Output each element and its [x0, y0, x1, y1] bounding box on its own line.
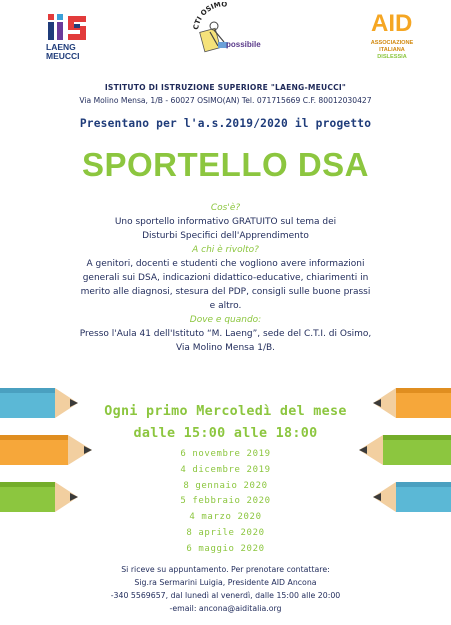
institute-title: ISTITUTO DI ISTRUZIONE SUPERIORE "LAENG-MEUCCI" [104, 83, 347, 92]
answer-who-line2: generali sui DSA, indicazioni didattico-educative, chiarimenti in [82, 273, 369, 283]
answer-what-line1: Uno sportello informativo GRATUITO sul tema dei [114, 217, 337, 227]
dates-list [0, 447, 451, 558]
date-item: 8 gennaio 2020 [183, 480, 268, 491]
presentano-heading: Presentano per l'a.s.2019/2020 il progetto [79, 117, 372, 130]
cti-logo-graphic [180, 2, 270, 62]
question-what: Cos'è? [210, 203, 241, 213]
footer-phone: -340 5569657, dal lunedì al venerdì, dalle 15:00 alle 20:00 [110, 591, 341, 600]
date-item: 6 novembre 2019 [180, 449, 271, 459]
aid-logo-line2: ITALIANA [379, 47, 405, 53]
aid-logo-line1: ASSOCIAZIONE [370, 40, 414, 46]
answer-what-line2: Disturbi Specifici dell'Apprendimento [142, 231, 309, 241]
date-item: 6 maggio 2020 [186, 543, 265, 554]
answer-who-line3: merito alle diagnosi, stesura del PDP, consigli sulle buone prassi [80, 287, 371, 297]
page-title: SPORTELLO DSA [81, 146, 370, 183]
cti-osimo-logo [180, 2, 270, 62]
iis-logo-line1: LAENG [46, 42, 76, 52]
answer-who-line4: e altro. [209, 301, 242, 311]
question-who: A chi è rivolto? [192, 245, 259, 255]
institute-address: Via Molino Mensa, 1/B - 60027 OSIMO(AN) Tel. 071715669 C.F. 80012030427 [79, 96, 372, 105]
info-section [0, 201, 451, 355]
schedule-frequency: Ogni primo Mercoledì del mese [104, 404, 347, 419]
date-item: 4 marzo 2020 [189, 512, 262, 523]
date-item: 5 febbraio 2020 [180, 496, 271, 507]
aid-logo-brand: AID [371, 10, 413, 37]
footer-contact-person: Sig.ra Sermarini Luigia, Presidente AID Ancona [134, 578, 317, 587]
iis-laeng-meucci-logo [44, 12, 94, 68]
aid-associazione-logo [357, 10, 427, 68]
question-where: Dove e quando: [189, 315, 262, 325]
schedule-hours: dalle 15:00 alle 18:00 [133, 426, 318, 441]
answer-where-line2: Via Molino Mensa 1/B. [175, 343, 276, 353]
aid-logo-line3: DISLESSIA [377, 54, 407, 60]
date-item: 4 dicembre 2019 [180, 464, 271, 475]
iis-logo-line2: MEUCCI [46, 51, 80, 61]
cti-logo-word: possibile [226, 40, 261, 49]
footer-appointment: Si riceve su appuntamento. Per prenotare contattare: [121, 565, 330, 574]
answer-who-line1: A genitori, docenti e studenti che vogliono avere informazioni [86, 259, 365, 269]
footer-email: -email: ancona@aiditalia.org [169, 604, 282, 613]
contact-footer [0, 563, 451, 615]
answer-where-line1: Presso l'Aula 41 dell'Istituto “M. Laeng”, sede del C.T.I. di Osimo, [79, 329, 372, 339]
cti-logo-arc-text: CTI OSIMO [191, 2, 228, 31]
date-item: 8 aprile 2020 [186, 527, 265, 538]
